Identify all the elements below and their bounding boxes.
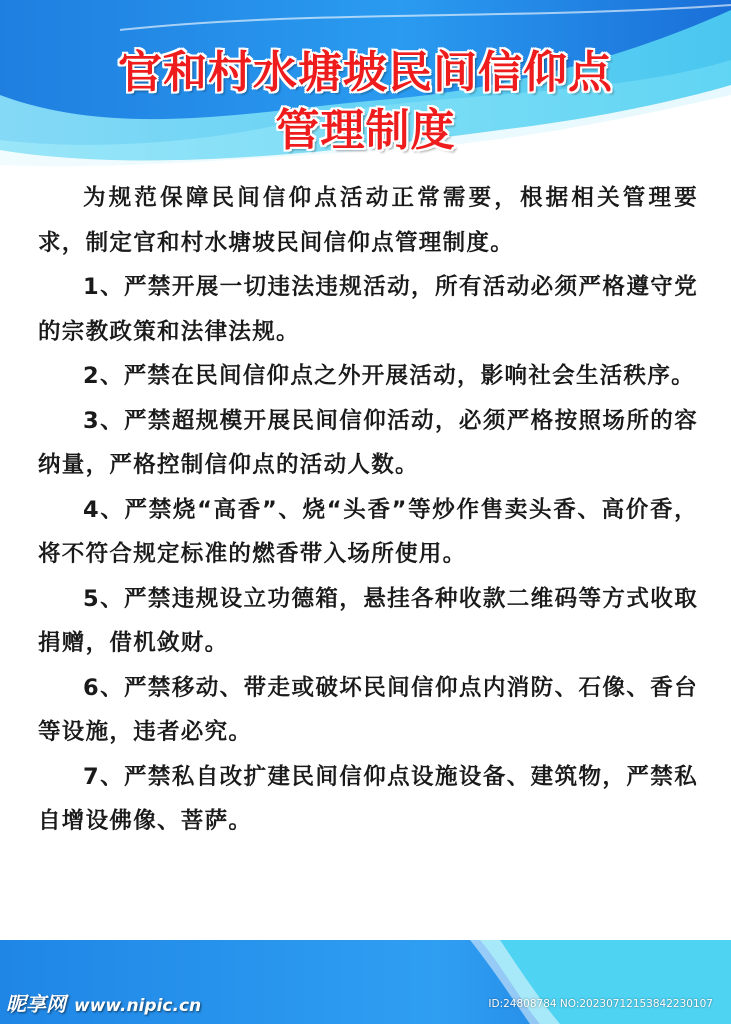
rule-1: 1、严禁开展一切违法违规活动，所有活动必须严格遵守党的宗教政策和法律法规。 <box>38 274 698 345</box>
rule-5: 5、严禁违规设立功德箱，悬挂各种收款二维码等方式收取捐赠，借机敛财。 <box>38 585 698 656</box>
rule-2: 2、严禁在民间信仰点之外开展活动，影响社会生活秩序。 <box>83 363 695 389</box>
header-banner <box>0 0 731 175</box>
intro-paragraph: 为规范保障民间信仰点活动正常需要，根据相关管理要求，制定官和村水塘坡民间信仰点管理制度。 <box>38 185 698 256</box>
rule-3: 3、严禁超规模开展民间信仰活动，必须严格按照场所的容纳量，严格控制信仰点的活动人数。 <box>38 407 698 478</box>
rule-7: 7、严禁私自改扩建民间信仰点设施设备、建筑物，严禁私自增设佛像、菩萨。 <box>38 763 698 834</box>
rule-6: 6、严禁移动、带走或破坏民间信仰点内消防、石像、香台等设施，违者必究。 <box>38 674 698 745</box>
logo-text: 昵享网 <box>6 992 66 1016</box>
image-id-stamp: ID:24808784 NO:20230712153842230107 <box>488 998 713 1010</box>
title-line-1: 官和村水塘坡民间信仰点 <box>118 47 613 98</box>
site-url: www.nipic.cn <box>74 996 202 1016</box>
rule-4: 4、严禁烧“高香”、烧“头香”等炒作售卖头香、高价香，将不符合规定标准的燃香带入场所使用。 <box>38 496 698 567</box>
nipic-logo <box>6 988 201 1020</box>
title-line-2: 管理制度 <box>275 105 456 156</box>
rules-body <box>38 176 698 844</box>
